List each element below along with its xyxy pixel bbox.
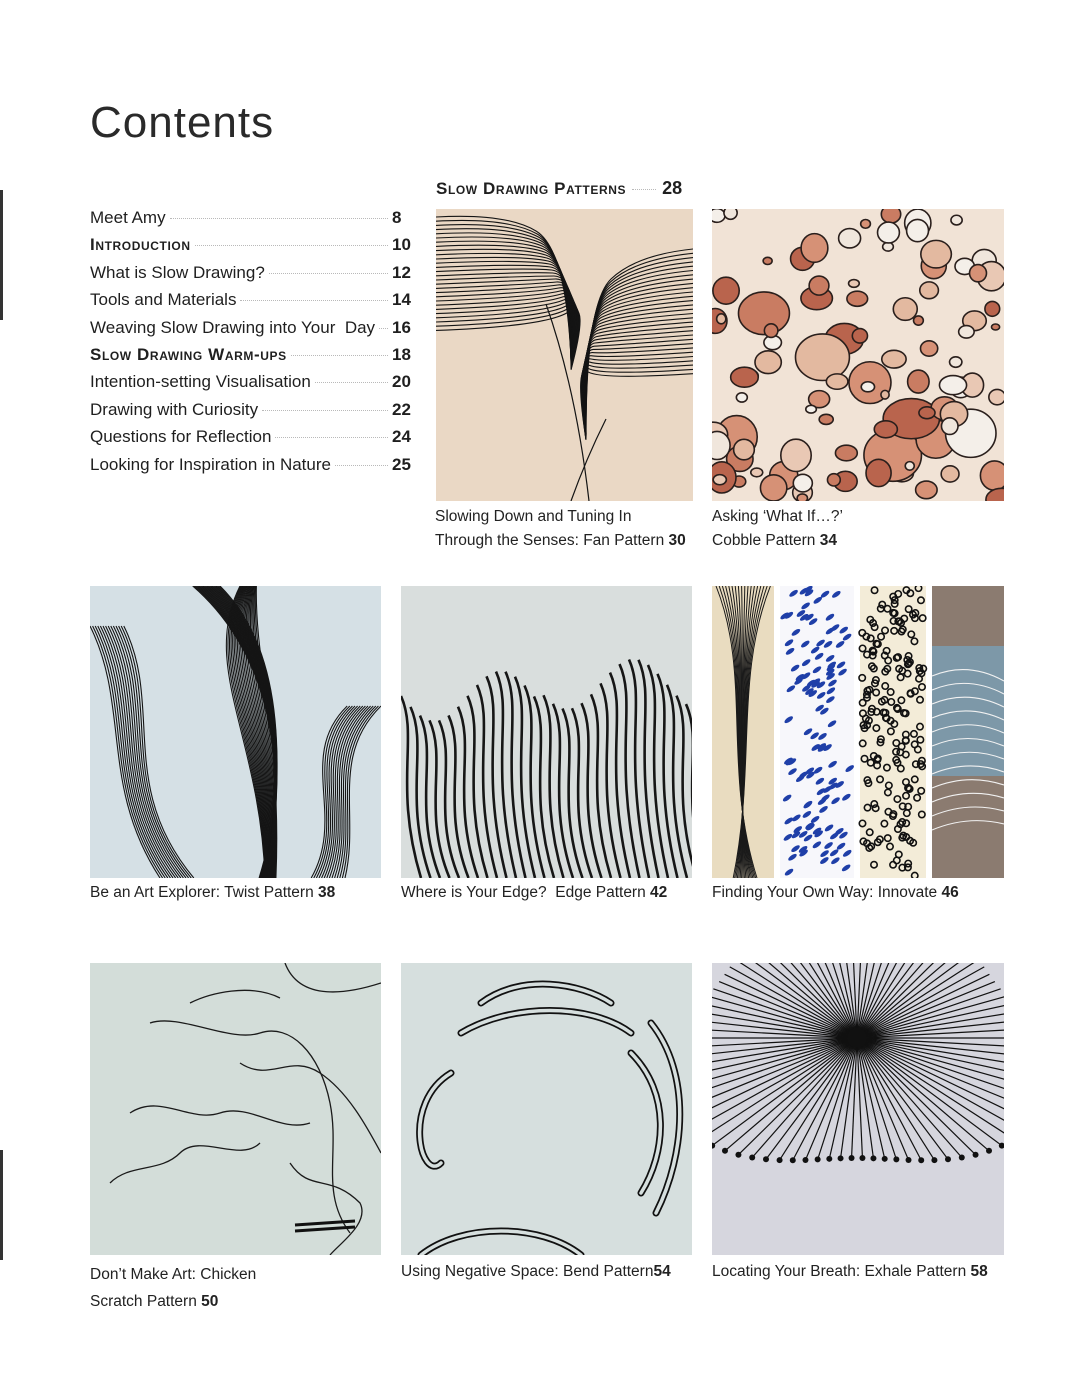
toc-leader <box>269 273 388 274</box>
exhale-dot <box>918 1157 924 1163</box>
exhale-dot <box>959 1155 965 1161</box>
caption-page: 30 <box>668 532 686 549</box>
exhale-pattern-image[interactable] <box>712 963 1004 1255</box>
cobble-stone <box>712 431 730 459</box>
toc-item-label: Looking for Inspiration in Nature <box>90 454 331 474</box>
cobble-stone <box>893 298 917 321</box>
cobble-stone <box>905 462 914 471</box>
exhale-dot <box>735 1152 741 1158</box>
caption-line: Slowing Down and Tuning In <box>435 508 632 525</box>
caption-page: 50 <box>201 1293 219 1310</box>
cobble-stone <box>763 257 772 264</box>
cobble-stone <box>907 219 929 241</box>
cobble-stone <box>760 475 786 501</box>
toc-item-page: 8 <box>392 208 402 227</box>
cobble-stone <box>991 324 999 330</box>
cobble-stone <box>939 376 966 395</box>
caption-line: Cobble Pattern <box>712 532 816 549</box>
toc-leader <box>335 465 388 466</box>
toc-item-label: Tools and Materials <box>90 290 237 310</box>
tile-background <box>90 963 381 1255</box>
toc-item[interactable] <box>90 208 412 235</box>
cobble-stone <box>861 382 874 392</box>
toc-item-label: What is Slow Drawing? <box>90 262 265 282</box>
pattern-caption-bend <box>401 1260 671 1284</box>
cobble-stone <box>736 393 747 402</box>
exhale-dot <box>870 1155 876 1161</box>
toc-item-page: 10 <box>392 235 411 255</box>
pattern-caption-chicken-scratch <box>90 1261 256 1315</box>
cobble-stone <box>919 407 935 419</box>
toc-item-label: Drawing with Curiosity <box>90 399 259 419</box>
cobble-pattern-image[interactable] <box>712 209 1004 501</box>
exhale-dot <box>838 1155 844 1161</box>
cobble-stone <box>751 468 763 477</box>
cobble-stone <box>916 481 938 499</box>
cobble-stone <box>866 459 891 486</box>
cobble-stone <box>764 324 778 338</box>
cobble-stone <box>795 334 849 381</box>
fan-pattern-image[interactable] <box>436 209 693 501</box>
cobble-stone <box>941 466 959 482</box>
exhale-dot <box>749 1155 755 1161</box>
cobble-stone <box>734 439 755 459</box>
cobble-stone <box>793 474 812 492</box>
chicken-scratch-pattern-image[interactable] <box>90 963 381 1255</box>
exhale-dot <box>722 1148 728 1154</box>
exhale-dot <box>931 1157 937 1163</box>
cobble-stone <box>849 280 860 288</box>
pattern-caption-innovate <box>712 881 959 905</box>
cobble-stone <box>950 357 962 368</box>
page-edge-mark <box>0 1150 3 1260</box>
toc-item[interactable] <box>90 427 412 454</box>
exhale-dot <box>986 1148 992 1154</box>
cobble-stone <box>717 314 726 324</box>
exhale-dot <box>802 1157 808 1163</box>
cobble-stone <box>852 329 867 344</box>
cobble-stone <box>847 291 868 306</box>
cobble-stone <box>951 215 962 225</box>
cobble-stone <box>801 234 828 263</box>
cobble-stone <box>920 282 939 299</box>
caption-line: Through the Senses: Fan Pattern <box>435 532 665 549</box>
pattern-caption-twist <box>90 881 335 905</box>
toc-item-label: Intention-setting Visualisation <box>90 372 311 392</box>
exhale-dot <box>849 1155 855 1161</box>
cobble-stone <box>839 229 861 248</box>
cobble-stone <box>882 350 906 368</box>
exhale-dot <box>882 1156 888 1162</box>
toc-item-page: 20 <box>392 372 411 392</box>
cobble-stone <box>835 445 857 461</box>
exhale-dot <box>859 1155 865 1161</box>
toc-leader <box>291 355 388 356</box>
caption-line: Using Negative Space: Bend Pattern <box>401 1263 654 1280</box>
caption-page: 54 <box>653 1263 671 1280</box>
cobble-stone <box>724 209 737 219</box>
cobble-stone <box>878 222 900 243</box>
cobble-stone <box>806 405 817 413</box>
toc-item-label: Slow Drawing Warm-ups <box>90 344 287 364</box>
section-leader <box>632 189 656 190</box>
toc-item[interactable] <box>90 290 412 317</box>
toc-leader <box>195 245 388 246</box>
cobble-stone <box>920 341 937 356</box>
cobble-stone <box>980 461 1004 490</box>
cobble-stone <box>959 326 974 338</box>
cobble-stone <box>970 265 987 282</box>
bend-pattern-image[interactable] <box>401 963 692 1255</box>
cobble-stone <box>914 316 924 325</box>
toc-item[interactable] <box>90 455 412 482</box>
page-title: Contents <box>90 98 275 147</box>
tile-background <box>401 963 692 1255</box>
tile-background <box>401 586 692 878</box>
cobble-stone <box>881 209 900 223</box>
cobble-stone <box>826 374 848 389</box>
cobble-stone <box>713 475 726 485</box>
pattern-caption-cobble <box>712 505 843 553</box>
toc-leader <box>379 328 388 329</box>
toc-item-label: Weaving Slow Drawing into Your Day <box>90 317 376 337</box>
toc-leader <box>170 218 388 219</box>
caption-line: Locating Your Breath: Exhale Pattern <box>712 1263 967 1280</box>
cobble-stone <box>755 351 781 374</box>
cobble-stone <box>827 474 840 486</box>
toc-item-label: Questions for Reflection <box>90 427 272 447</box>
cobble-stone <box>781 439 811 471</box>
caption-page: 46 <box>941 884 959 901</box>
cobble-stone <box>861 220 871 229</box>
caption-page: 34 <box>819 532 837 549</box>
exhale-dot <box>945 1156 951 1162</box>
edge-pattern-image[interactable] <box>401 586 692 878</box>
toc-item[interactable] <box>90 318 412 345</box>
cobble-stone <box>819 414 833 424</box>
cobble-stone <box>712 209 725 222</box>
toc-item[interactable] <box>90 235 412 262</box>
toc-item-page: 12 <box>392 262 411 282</box>
caption-page: 42 <box>650 884 668 901</box>
toc-item-page: 14 <box>392 290 411 310</box>
exhale-dot <box>777 1157 783 1163</box>
cobble-stone <box>713 277 739 304</box>
caption-line: Don’t Make Art: Chicken <box>90 1266 257 1283</box>
toc-leader <box>275 437 388 438</box>
twist-pattern-image[interactable] <box>90 586 381 878</box>
cobble-stone <box>881 390 889 399</box>
exhale-dot <box>973 1152 979 1158</box>
cobble-stone <box>941 418 958 435</box>
toc-leader <box>240 300 388 301</box>
exhale-dot <box>763 1156 769 1162</box>
cobble-stone <box>908 370 929 393</box>
toc-item-page: 18 <box>392 344 411 364</box>
exhale-center <box>847 1028 867 1048</box>
caption-line: Be an Art Explorer: Twist Pattern <box>90 884 314 901</box>
toc-item-page: 24 <box>392 427 411 447</box>
innovate-pattern-image[interactable] <box>712 586 1004 878</box>
exhale-dot <box>790 1157 796 1163</box>
cobble-stone <box>797 494 807 501</box>
caption-line: Where is Your Edge? Edge Pattern <box>401 884 646 901</box>
cobble-stone <box>809 276 829 295</box>
cobble-stone <box>731 367 759 387</box>
toc-item-page: 22 <box>392 399 411 419</box>
exhale-dot <box>893 1156 899 1162</box>
toc-item[interactable] <box>90 345 412 372</box>
caption-line: Scratch Pattern <box>90 1293 197 1310</box>
toc-list <box>90 208 412 482</box>
pattern-caption-edge <box>401 881 667 905</box>
toc-item-page: 16 <box>392 317 411 337</box>
cobble-stone <box>921 240 952 268</box>
toc-item-label: Meet Amy <box>90 208 166 227</box>
caption-line: Finding Your Own Way: Innovate <box>712 884 938 901</box>
toc-item-label: Introduction <box>90 235 191 255</box>
toc-item[interactable] <box>90 400 412 427</box>
pattern-caption-exhale <box>712 1260 988 1284</box>
tile-background <box>712 209 1004 501</box>
caption-page: 38 <box>318 884 336 901</box>
exhale-dot <box>826 1156 832 1162</box>
cobble-stone <box>874 421 897 438</box>
section-heading-page: 28 <box>662 178 683 198</box>
exhale-dot <box>906 1157 912 1163</box>
toc-leader <box>315 382 388 383</box>
toc-leader <box>262 410 388 411</box>
exhale-dot <box>815 1156 821 1162</box>
page-edge-mark <box>0 190 3 320</box>
section-heading[interactable] <box>436 178 686 199</box>
cobble-stone <box>989 389 1004 404</box>
toc-item-page: 25 <box>392 454 411 474</box>
cobble-stone <box>985 301 1000 316</box>
toc-item[interactable] <box>90 372 412 399</box>
section-heading-label: Slow Drawing Patterns <box>436 179 627 198</box>
caption-page: 58 <box>970 1263 988 1280</box>
toc-item[interactable] <box>90 263 412 290</box>
pattern-caption-fan <box>435 505 686 553</box>
caption-line: Asking ‘What If…?’ <box>712 508 843 525</box>
